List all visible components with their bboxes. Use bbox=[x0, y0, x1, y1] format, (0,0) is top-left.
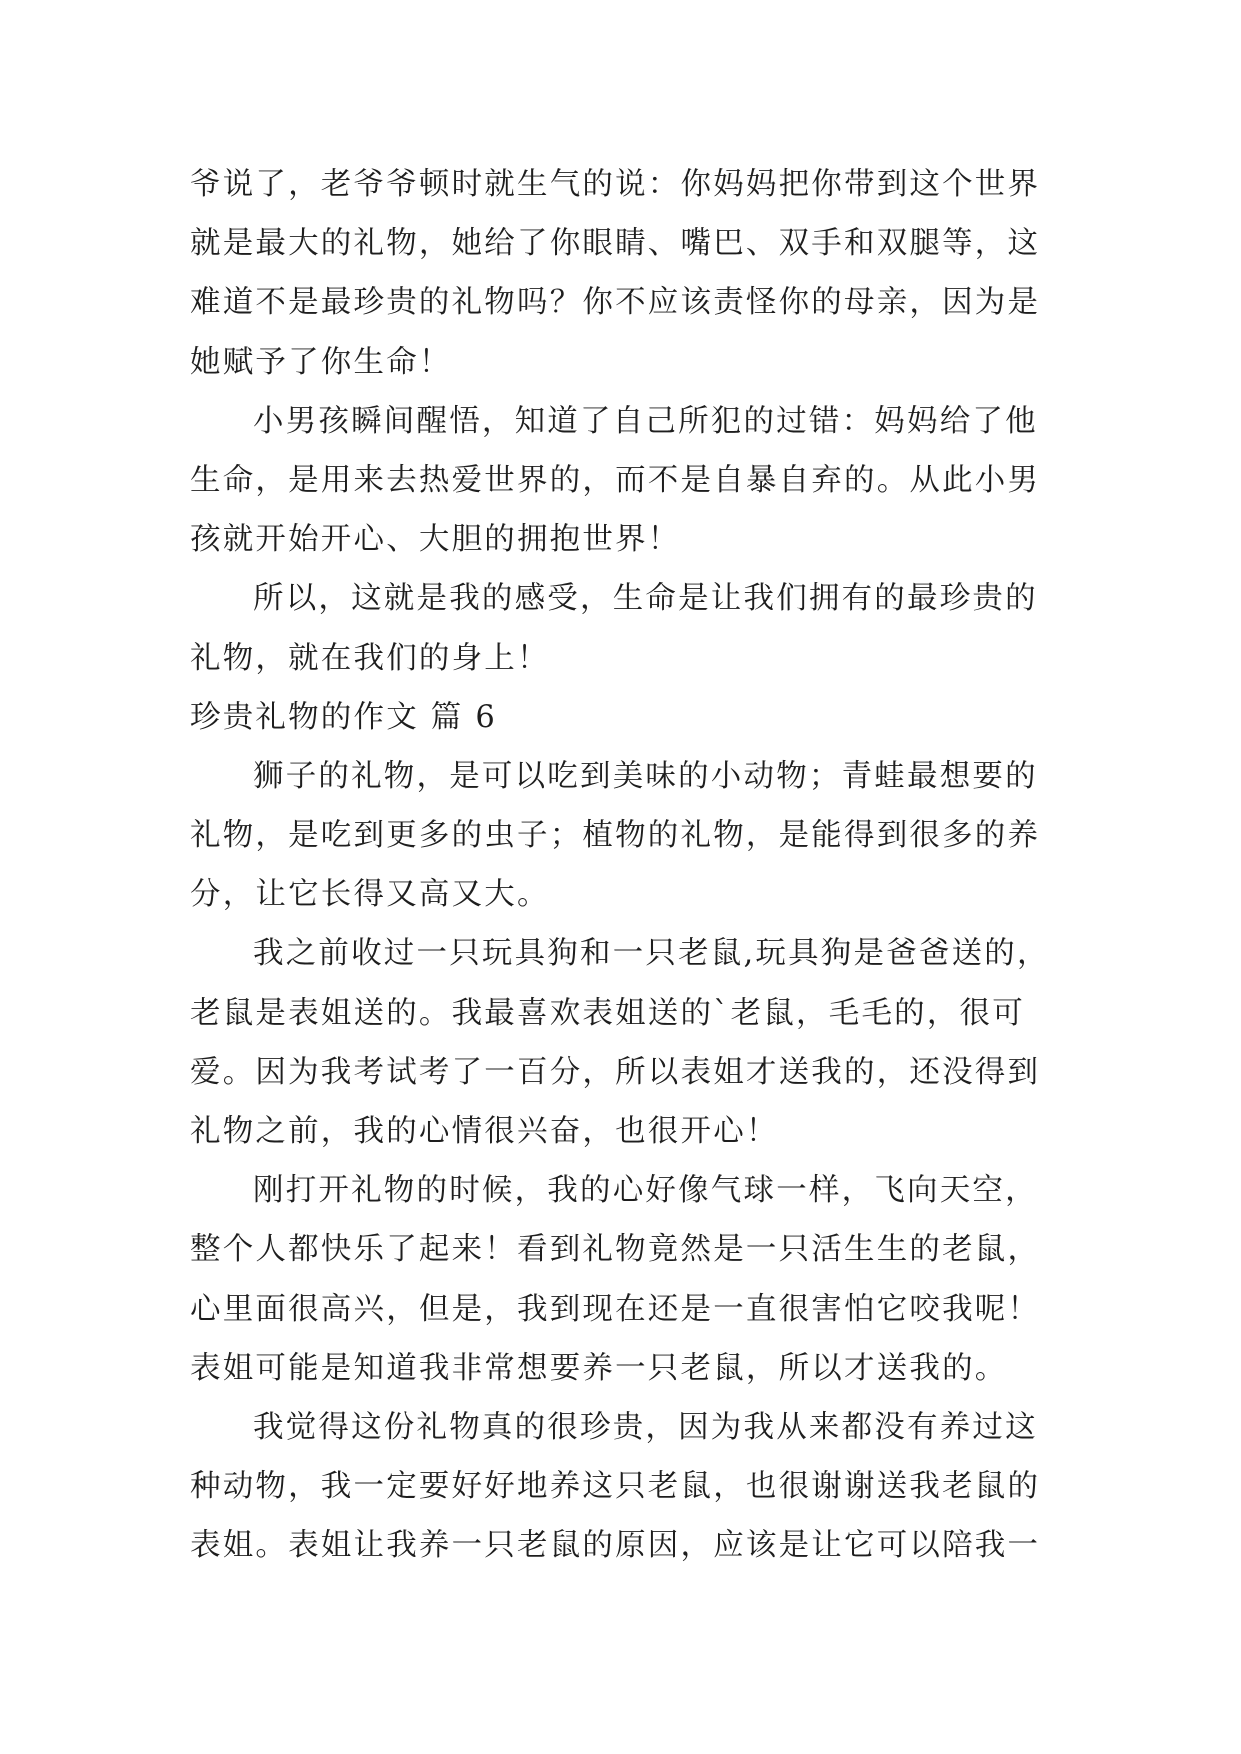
text-line: 礼物，就在我们的身上！ bbox=[190, 640, 550, 676]
paragraph-first-line: 所以，这就是我的感受，生命是让我们拥有的最珍贵的 bbox=[253, 581, 1038, 617]
paragraph-first-line: 狮子的礼物，是可以吃到美味的小动物；青蛙最想要的 bbox=[253, 758, 1038, 794]
text-line: 心里面很高兴，但是，我到现在还是一直很害怕它咬我呢！ bbox=[190, 1291, 1041, 1327]
text-line: 种动物，我一定要好好地养这只老鼠，也很谢谢送我老鼠的 bbox=[190, 1469, 1041, 1505]
document-body bbox=[190, 155, 1050, 1576]
paragraph-first-line: 我之前收过一只玩具狗和一只老鼠,玩具狗是爸爸送的， bbox=[253, 936, 1050, 972]
paragraph-first-line: 刚打开礼物的时候，我的心好像气球一样，飞向天空， bbox=[253, 1173, 1038, 1209]
paragraph-first-line: 我觉得这份礼物真的很珍贵，因为我从来都没有养过这 bbox=[253, 1409, 1038, 1445]
text-line: 她赋予了你生命！ bbox=[190, 344, 452, 380]
text-line: 表姐可能是知道我非常想要养一只老鼠，所以才送我的。 bbox=[190, 1350, 1008, 1386]
text-line: 爷说了，老爷爷顿时就生气的说：你妈妈把你带到这个世界 bbox=[190, 167, 1041, 202]
text-line: 珍贵礼物的作文 篇 6 bbox=[190, 699, 497, 735]
text-line: 爱。因为我考试考了一百分，所以表姐才送我的，还没得到 bbox=[190, 1054, 1041, 1090]
text-line: 表姐。表姐让我养一只老鼠的原因，应该是让它可以陪我一 bbox=[190, 1528, 1041, 1564]
text-line: 整个人都快乐了起来！看到礼物竟然是一只活生生的老鼠， bbox=[190, 1232, 1041, 1268]
text-line: 分，让它长得又高又大。 bbox=[190, 877, 550, 913]
text-line: 生命，是用来去热爱世界的，而不是自暴自弃的。从此小男 bbox=[190, 462, 1041, 498]
text-line: 孩就开始开心、大胆的拥抱世界！ bbox=[190, 522, 681, 558]
text-line: 难道不是最珍贵的礼物吗？你不应该责怪你的母亲，因为是 bbox=[190, 285, 1041, 321]
text-line: 就是最大的礼物，她给了你眼睛、嘴巴、双手和双腿等，这 bbox=[190, 226, 1041, 262]
paragraph-first-line: 小男孩瞬间醒悟，知道了自己所犯的过错：妈妈给了他 bbox=[253, 403, 1038, 439]
text-line: 老鼠是表姐送的。我最喜欢表姐送的`老鼠，毛毛的，很可 bbox=[190, 995, 1025, 1031]
text-line: 礼物之前，我的心情很兴奋，也很开心！ bbox=[190, 1114, 779, 1149]
text-line: 礼物，是吃到更多的虫子；植物的礼物，是能得到很多的养 bbox=[190, 818, 1041, 854]
